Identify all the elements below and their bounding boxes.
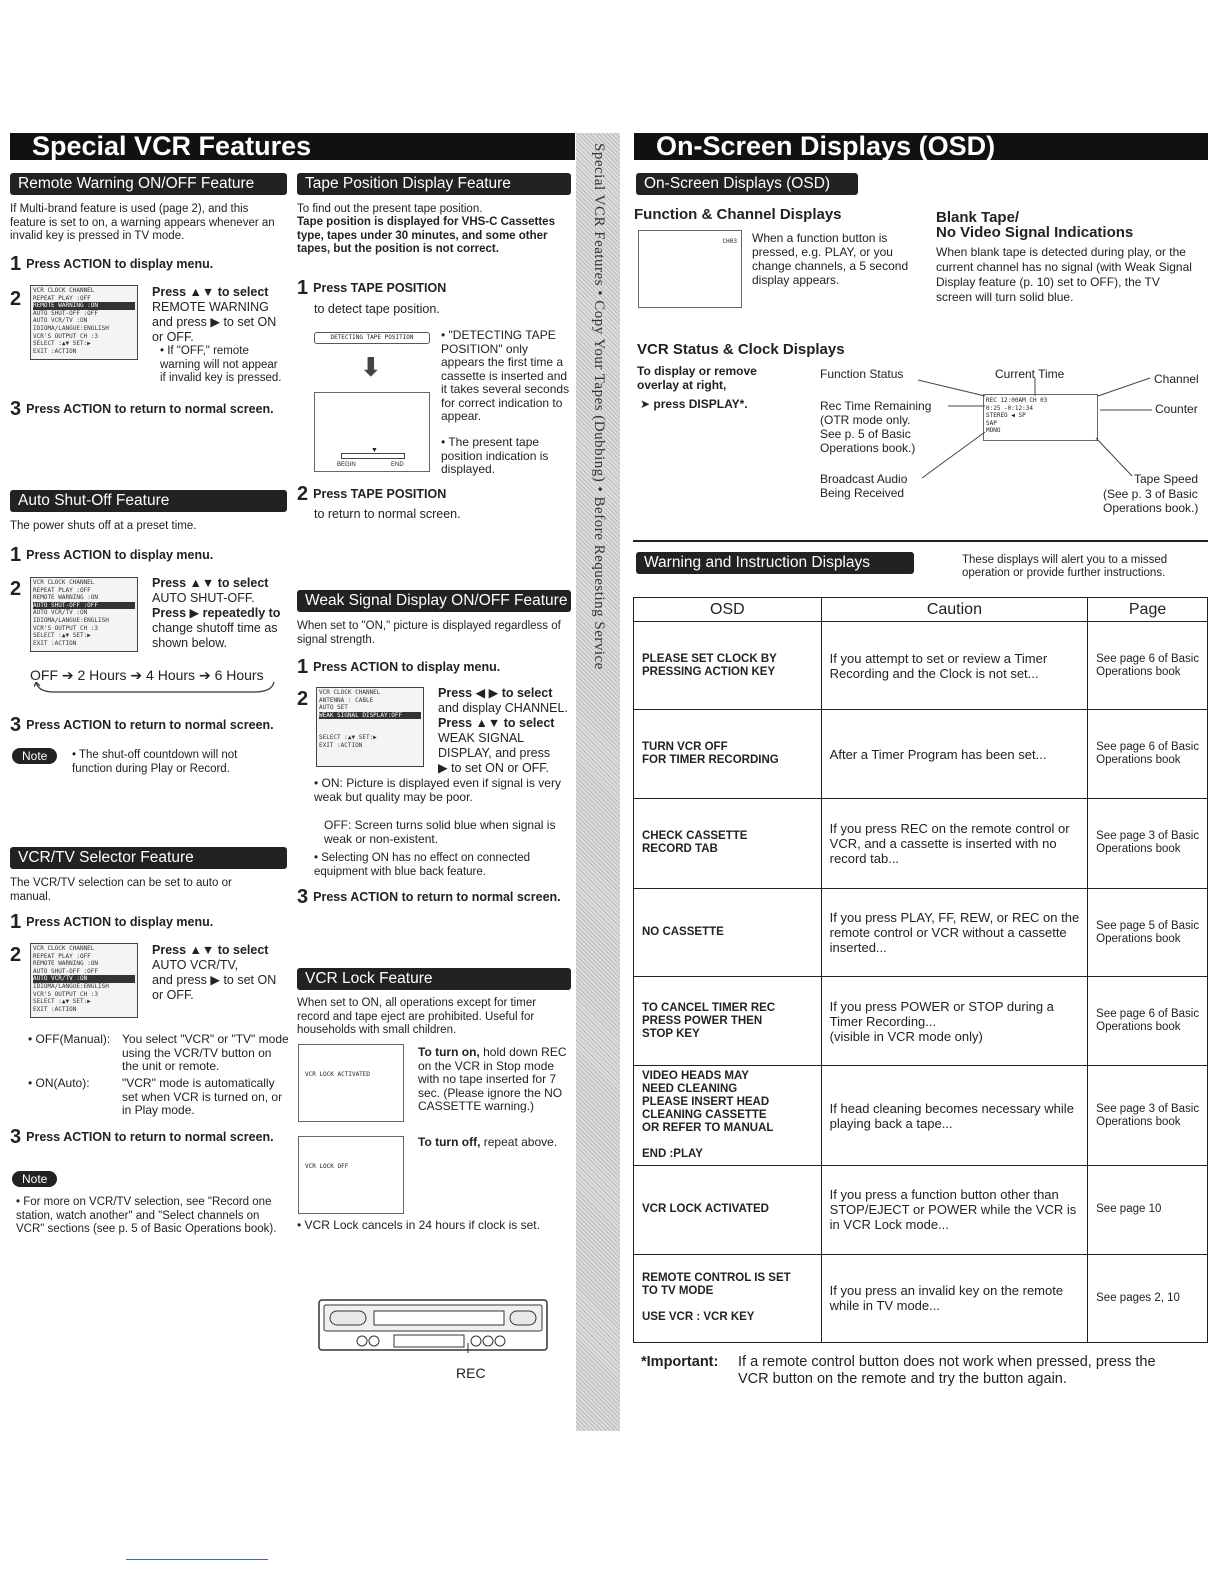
detecting-osd: DETECTING TAPE POSITION [314,332,430,344]
tape-position-intro: To find out the present tape position. [297,203,483,215]
turn-on-label: To turn on, [418,1045,480,1059]
step2-line: warning will not appear [160,358,278,371]
right-section-title [634,133,1208,160]
turn-off-label: To turn off, [418,1135,481,1149]
vcrtv-step2 [152,943,287,1003]
function-channel-title: Function & Channel Displays [634,206,842,223]
screen-text: VCR LOCK ACTIVATED [305,1071,371,1078]
callout-lines [900,360,1160,490]
bar-end-label: END [391,462,404,468]
turn-off-text: repeat above. [483,1135,558,1149]
caution-cell: If you press REC on the remote control or VCR, and a cassette is inserted with no record tab... [821,798,1087,888]
label-rec-note: (OTR mode only. See p. 5 of Basic Operations book.) [820,413,916,455]
step2-line: AUTO SHUT-OFF. [152,591,255,605]
screen-line: MONO [986,427,1001,434]
auto-shutoff-step1: 1 Press ACTION to display menu. [10,544,214,566]
blank-tape-text: When blank tape is detected during play, or the current channel has no signal (with Weak Signal Display feature (p. 10) set to OFF), the TV screen will turn solid blue. [936,245,1192,304]
screen-line: 0:25 -0:12:34 [986,404,1033,412]
remote-warning-menu [30,285,138,360]
sidebar-strip [576,133,620,1431]
vcr-status-title: VCR Status & Clock Displays [637,341,845,358]
remote-warning-intro: If Multi-brand feature is used (page 2), and this feature is set to on, a warning appears whenever an invalid key is pressed in TV mode. [10,203,275,242]
vcrtv-intro: The VCR/TV selection can be set to auto or manual. [10,877,232,903]
menu-line: VCR CLOCK CHANNEL [319,689,381,696]
step1-text: Press ACTION to display menu. [26,548,214,562]
weak-signal-header: Weak Signal Display ON/OFF Feature [297,590,571,612]
osd-cell: NO CASSETTE [634,889,822,977]
page-cell: See page 3 of Basic Operations book [1088,1065,1208,1165]
osd-cell: CHECK CASSETTE RECORD TAB [634,798,822,888]
table-row [634,1254,1208,1342]
tape-position-step1: 1 Press TAPE POSITION [297,277,447,299]
step2-line: REMOTE WARNING [152,300,269,314]
menu-line: REPEAT PLAY :OFF [33,952,91,960]
warning-intro: These displays will alert you to a missed operation or provide further instructions. [962,554,1168,579]
caution-cell: If you press an invalid key on the remote while in TV mode... [821,1254,1087,1342]
weak-signal-intro: When set to "ON," picture is displayed regardless of signal strength. [297,620,561,646]
vcrtv-off-label: • OFF(Manual): [28,1032,111,1046]
step2-line: or OFF. [152,330,194,344]
menu-line-highlight: REMOTE WARNING :ON [33,302,135,310]
step2-line: Press ▶ repeatedly to [152,606,281,620]
vcr-lock-turn-on [418,1046,568,1114]
menu-line: SELECT :▲▼ SET:▶ [319,734,377,742]
vcr-lock-turn-off [418,1136,573,1150]
step2-line: Press ◀ ▶ to select [438,686,553,700]
menu-line-highlight: WEAK SIGNAL DISPLAY:OFF [319,712,421,720]
step2-line: change shutoff time as [152,621,278,635]
left-band-text: Special VCR Features [32,133,312,160]
function-screen [638,230,742,308]
osd-cell: TO CANCEL TIMER REC PRESS POWER THEN STOP KEY [634,977,822,1065]
menu-line: REPEAT PLAY :OFF [33,294,91,302]
vcr-lock-screen-on [298,1044,404,1122]
label-tape-speed: Tape Speed [1134,472,1199,486]
vcr-lock-screen-off [298,1136,404,1214]
step3-text: Press ACTION to return to normal screen. [313,890,561,904]
step3-text: Press ACTION to return to normal screen. [26,1130,274,1144]
weak-signal-menu [316,687,424,767]
menu-line: VCR CLOCK CHANNEL [33,287,95,294]
weak-signal-step2 [438,686,573,776]
vcrtv-step3: 3 Press ACTION to return to normal screen. [10,1126,274,1148]
vcr-lock-cancel: • VCR Lock cancels in 24 hours if clock is set. [297,1218,540,1232]
label-current-time: Current Time [995,367,1065,381]
col-osd: OSD [634,598,822,622]
auto-shutoff-menu [30,577,138,652]
warning-table-container [633,597,1208,1343]
blank-tape-title: Blank Tape/ [936,209,1020,226]
menu-line: EXIT :ACTION [33,639,77,647]
vcrtv-header: VCR/TV Selector Feature [10,847,287,869]
col-caution: Caution [821,598,1087,622]
page-cell: See page 5 of Basic Operations book [1088,889,1208,977]
step3-text: Press ACTION to return to normal screen. [26,718,274,732]
step2-line: Press ▲▼ to select [152,285,269,299]
caution-cell: If you press a function button other than STOP/EJECT or POWER while the VCR is in VCR Lock mode... [821,1166,1087,1254]
caution-cell: If you press PLAY, FF, REW, or REC on the remote control or VCR without a cassette inserted... [821,889,1087,977]
step1-text: Press ACTION to display menu. [26,257,214,271]
menu-line: IDIOMA/LANGUE:ENGLISH [33,982,109,990]
step3-text: Press ACTION to return to normal screen. [26,402,274,416]
tape-position-step2b: to return to normal screen. [314,507,461,521]
rec-label: REC [456,1365,486,1381]
caution-cell: If you press POWER or STOP during a Timer Recording... (visible in VCR mode only) [821,977,1087,1065]
step2-line: if invalid key is pressed. [160,372,282,384]
weak-signal-selecting: • Selecting ON has no effect on connected equipment with blue back feature. [314,852,531,878]
step2-line: WEAK SIGNAL [438,731,525,745]
vcr-status-press: ➤ press DISPLAY*. [640,397,748,411]
table-row [634,710,1208,798]
label-channel: Channel [1154,372,1199,386]
page-cell: See page 3 of Basic Operations book [1088,798,1208,888]
menu-line: REMOTE WARNING :ON [33,960,99,968]
note-badge: Note [12,748,57,764]
vcr-unit-illustration [318,1299,548,1353]
page-cell: See page 6 of Basic Operations book [1088,977,1208,1065]
note-badge: Note [12,1171,57,1187]
label-tape-note: (See p. 3 of Basic Operations book.) [1103,487,1199,515]
menu-line: VCR CLOCK CHANNEL [33,579,95,586]
remote-warning-step2 [152,285,287,386]
vcrtv-on-label: • ON(Auto): [28,1076,90,1090]
step1-text: Press ACTION to display menu. [26,915,214,929]
step2-line: Press ▲▼ to select [152,943,269,957]
label-broadcast-audio: Broadcast Audio Being Received [820,472,908,500]
auto-shutoff-step2 [152,576,287,651]
osd-cell: PLEASE SET CLOCK BY PRESSING ACTION KEY [634,622,822,710]
step2-text: Press TAPE POSITION [313,487,447,501]
remote-warning-header: Remote Warning ON/OFF Feature [10,173,287,195]
menu-line: VCR'S OUTPUT CH :3 [33,624,99,632]
menu-line-highlight: AUTO SHUT-OFF :OFF [33,602,135,610]
caution-cell: After a Timer Program has been set... [821,710,1087,798]
label-counter: Counter [1155,402,1198,416]
table-row [634,1065,1208,1165]
bar-begin-label: BEGIN [337,462,356,468]
vcr-status-instruction: To display or remove overlay at right, [637,364,757,392]
menu-line: VCR'S OUTPUT CH :3 [33,990,99,998]
step2-line: Press ▲▼ to select [152,576,269,590]
auto-shutoff-step3: 3 Press ACTION to return to normal screen. [10,714,274,736]
screen-line: SAP [986,419,997,427]
menu-line: EXIT :ACTION [319,741,363,749]
step2-line: or OFF. [152,988,194,1002]
tape-position-step1b: to detect tape position. [314,302,440,316]
turn-on-text: hold down REC on the VCR in Stop mode with no tape inserted for 7 sec. (Please ignore the NO CASSETTE warning.) [418,1045,567,1113]
step2-line: and press ▶ to set ON [152,973,277,987]
osd-cell: REMOTE CONTROL IS SET TO TV MODE USE VCR : VCR KEY [634,1254,822,1342]
table-row [634,798,1208,888]
tape-position-bullet1: • "DETECTING TAPE POSITION" only appears the first time a cassette is inserted and it takes several seconds for correct indication to appear. [441,328,570,423]
menu-line: IDIOMA/LANGUE:ENGLISH [33,616,109,624]
step2-line: and press ▶ to set ON [152,315,277,329]
left-section-title [10,133,575,160]
step1-text: Press ACTION to display menu. [313,660,501,674]
step2-line: and display CHANNEL. [438,701,568,715]
section-divider [633,540,1208,542]
label-rec-time: Rec Time Remaining [820,399,932,413]
menu-line: VCR CLOCK CHANNEL [33,945,95,952]
screen-line: STEREO ◀ SP [986,412,1026,419]
caution-cell: If head cleaning becomes necessary while playing back a tape... [821,1065,1087,1165]
screen-text: CH03 [722,238,737,245]
menu-line: VCR'S OUTPUT CH :3 [33,332,99,340]
tape-position-marker-icon: ▼ [371,447,378,454]
remote-warning-step3: 3 Press ACTION to return to normal screen. [10,398,274,420]
page-cell: See page 6 of Basic Operations book [1088,710,1208,798]
warning-table [633,597,1208,1343]
menu-spacer [319,719,421,734]
menu-line: REPEAT PLAY :OFF [33,586,91,594]
weak-signal-step3: 3 Press ACTION to return to normal screen. [297,886,561,908]
arrow-down-icon: ⬇ [360,352,382,382]
warning-header: Warning and Instruction Displays [636,552,914,574]
step2-line: • If "OFF," remote [160,345,249,357]
osd-header: On-Screen Displays (OSD) [636,173,858,195]
step2-line: AUTO VCR/TV, [152,958,239,972]
step2-number: 2 [10,578,22,600]
menu-line-highlight: AUTO VCR/TV :ON [33,975,135,983]
auto-shutoff-note: • The shut-off countdown will not function during Play or Record. [72,749,238,775]
screen-line: REC 12:00AM CH 03 [986,397,1048,404]
menu-line: EXIT :ACTION [33,347,77,355]
page-cell: See page 10 [1088,1166,1208,1254]
page-cell: See page 6 of Basic Operations book [1088,622,1208,710]
menu-line: SELECT :▲▼ SET:▶ [33,340,91,348]
table-row [634,889,1208,977]
osd-cell: VCR LOCK ACTIVATED [634,1166,822,1254]
step2-line: Press ▲▼ to select [438,716,555,730]
page-cell: See pages 2, 10 [1088,1254,1208,1342]
tape-position-intro-bold: Tape position is displayed for VHS-C Cassettes type, tapes under 30 minutes, and some other tapes, but the position is not correct. [297,216,555,255]
label-function-status: Function Status [820,367,904,381]
menu-line: ANTENNA : CABLE [319,696,374,704]
sidebar-text: Special VCR Features • Copy Your Tapes (Dubbing) • Before Requesting Service [591,143,607,670]
osd-cell: TURN VCR OFF FOR TIMER RECORDING [634,710,822,798]
menu-line: AUTO SHUT-OFF :OFF [33,967,99,975]
weak-signal-on: • ON: Picture is displayed even if signal is very weak but quality may be poor. [314,776,561,804]
menu-line: SELECT :▲▼ SET:▶ [33,632,91,640]
menu-line: AUTO SET [319,704,348,712]
function-text: When a function button is pressed, e.g. PLAY, or you change channels, a 5 second display appears. [752,231,909,287]
cycle-return-arrow [34,682,278,696]
step2-line: ▶ to set ON or OFF. [438,761,550,775]
tape-position-step2: 2 Press TAPE POSITION [297,483,447,505]
vcrtv-on-text: "VCR" mode is automatically set when VCR is turned on, or in Play mode. [122,1076,283,1117]
no-video-title: No Video Signal Indications [936,224,1134,241]
menu-line: EXIT :ACTION [33,1005,77,1013]
tape-position-bullet2: • The present tape position indication is displayed. [441,435,549,476]
menu-line: AUTO VCR/TV :ON [33,609,88,617]
vcrtv-off-text: You select "VCR" or "TV" mode using the VCR/TV button on the unit or remote. [122,1032,289,1073]
menu-line: AUTO VCR/TV :ON [33,317,88,325]
table-row [634,1166,1208,1254]
auto-shutoff-intro: The power shuts off at a preset time. [10,520,197,532]
vcr-lock-intro: When set to ON, all operations except for timer record and tape eject are prohibited. Useful for households with small children. [297,997,537,1036]
footer-rule [126,1559,268,1560]
menu-line: AUTO SHUT-OFF :OFF [33,309,99,317]
table-row [634,622,1208,710]
shutoff-cycle: OFF ➔ 2 Hours ➔ 4 Hours ➔ 6 Hours [30,667,264,683]
tape-position-screen [314,392,430,472]
step2-number: 2 [297,688,309,710]
step2-line: DISPLAY, and press [438,746,551,760]
important-text: If a remote control button does not work when pressed, press the VCR button on the remote and try the button again. [738,1354,1156,1387]
step2-line: shown below. [152,636,228,650]
vcrtv-menu [30,943,138,1018]
step2-number: 2 [10,944,22,966]
step1-text: Press TAPE POSITION [313,281,447,295]
important-label: *Important: [641,1354,719,1370]
vcrtv-note: • For more on VCR/TV selection, see "Record one station, watch another" and "Select channels on VCR" sections (see p. 5 of Basic Operations book). [16,1196,277,1235]
weak-signal-off: OFF: Screen turns solid blue when signal is weak or non-existent. [324,818,556,846]
menu-line: IDIOMA/LANGUE:ENGLISH [33,324,109,332]
weak-signal-step1: 1 Press ACTION to display menu. [297,656,501,678]
auto-shutoff-header: Auto Shut-Off Feature [10,490,287,512]
menu-line: SELECT :▲▼ SET:▶ [33,998,91,1006]
table-row [634,977,1208,1065]
screen-text: VCR LOCK OFF [305,1163,349,1170]
right-band-text: On-Screen Displays (OSD) [656,133,996,160]
caution-cell: If you attempt to set or review a Timer Recording and the Clock is not set... [821,622,1087,710]
osd-cell: VIDEO HEADS MAY NEED CLEANING PLEASE INSERT HEAD CLEANING CASSETTE OR REFER TO MANUAL END :PLAY [634,1065,822,1165]
col-page: Page [1088,598,1208,622]
remote-warning-step1: 1 Press ACTION to display menu. [10,253,214,275]
menu-line: REMOTE WARNING :ON [33,594,99,602]
vcrtv-step1: 1 Press ACTION to display menu. [10,911,214,933]
step2-number: 2 [10,288,22,310]
table-header-row [634,598,1208,622]
tape-position-header: Tape Position Display Feature [297,173,571,195]
vcr-lock-header: VCR Lock Feature [297,968,571,990]
